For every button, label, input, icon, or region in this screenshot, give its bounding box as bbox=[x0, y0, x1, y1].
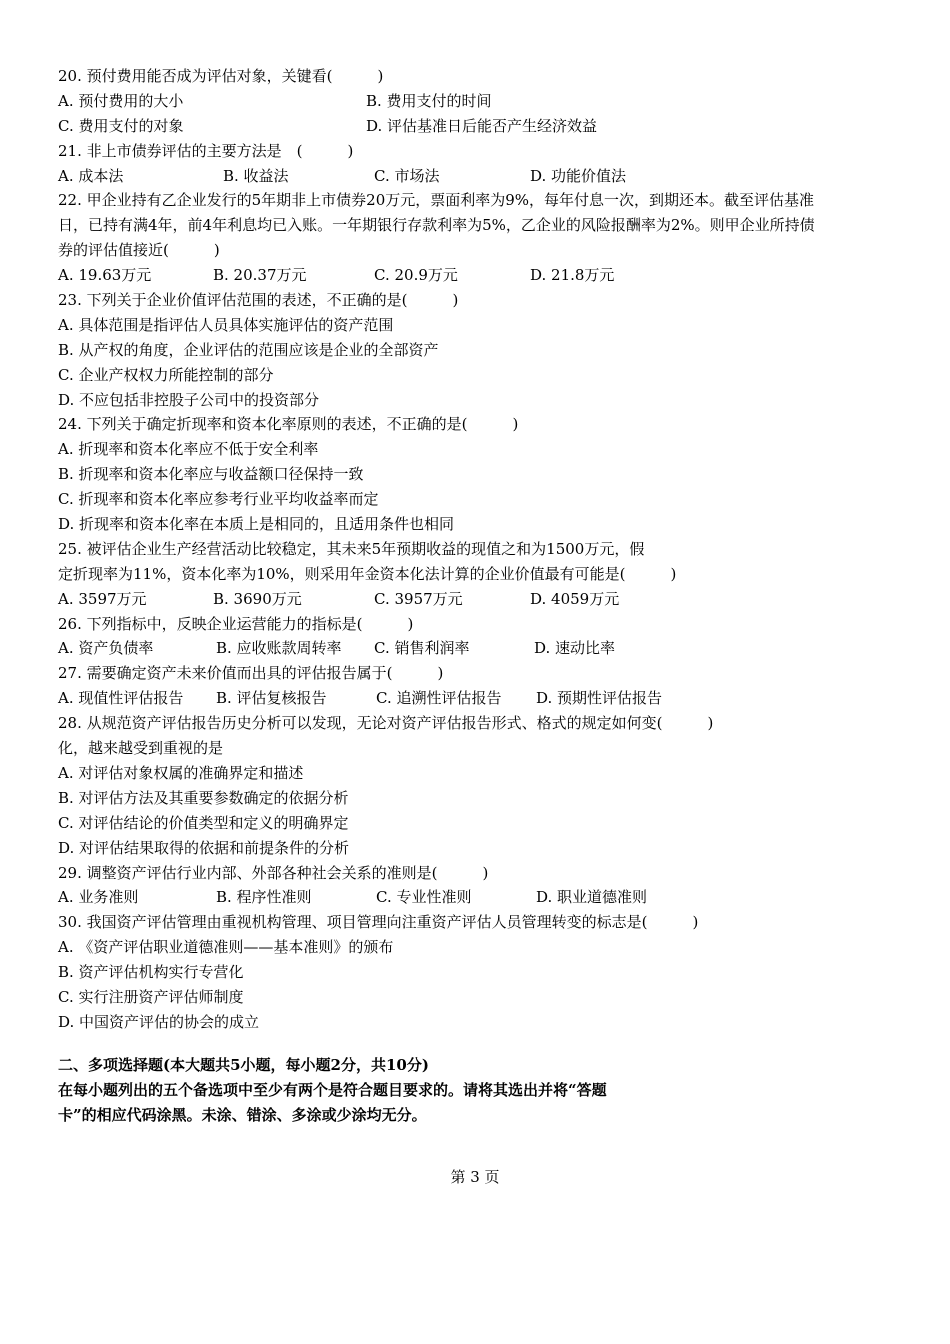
q20-option-b: B. 费用支付的时间 bbox=[366, 91, 492, 110]
q21-option-c: C. 市场法 bbox=[374, 166, 440, 185]
q24-stem: 24. 下列关于确定折现率和资本化率原则的表述，不正确的是( ) bbox=[58, 415, 519, 434]
section-spacer bbox=[58, 1035, 898, 1053]
q29-option-c: C. 专业性准则 bbox=[376, 888, 472, 907]
q22-option-d: D. 21.8万元 bbox=[530, 266, 615, 285]
q29-option-d: D. 职业道德准则 bbox=[536, 888, 648, 907]
q27-option-c: C. 追溯性评估报告 bbox=[376, 689, 502, 708]
q30-option-a: A. 《资产评估职业道德准则——基本准则》的颁布 bbox=[58, 938, 394, 957]
q23-option-a: A. 具体范围是指评估人员具体实施评估的资产范围 bbox=[58, 315, 394, 334]
q26-option-c: C. 销售利润率 bbox=[374, 639, 470, 658]
q29-option-a: A. 业务准则 bbox=[58, 888, 139, 907]
q20-stem: 20. 预付费用能否成为评估对象，关键看( ) bbox=[58, 67, 384, 85]
q28-option-c: C. 对评估结论的价值类型和定义的明确界定 bbox=[58, 813, 349, 832]
q26-stem: 26. 下列指标中，反映企业运营能力的指标是( ) bbox=[58, 614, 414, 633]
page-number: 第 3 页 bbox=[450, 1168, 500, 1186]
q25-stem-line2: 定折现率为11%，资本化率为10%，则采用年金资本化法计算的企业价值最有可能是( ) bbox=[58, 564, 677, 583]
q20-option-d: D. 评估基准日后能否产生经济效益 bbox=[366, 116, 598, 135]
q28-option-a: A. 对评估对象权属的准确界定和描述 bbox=[58, 763, 304, 782]
q23-option-c: C. 企业产权权力所能控制的部分 bbox=[58, 365, 274, 384]
exam-page-content bbox=[58, 64, 898, 1127]
q24-option-c: C. 折现率和资本化率应参考行业平均收益率而定 bbox=[58, 490, 379, 509]
q27-options bbox=[58, 686, 898, 711]
q29-options bbox=[58, 885, 898, 910]
q24-option-a: A. 折现率和资本化率应不低于安全利率 bbox=[58, 440, 319, 459]
q23-stem: 23. 下列关于企业价值评估范围的表述，不正确的是( ) bbox=[58, 291, 459, 310]
q30-stem: 30. 我国资产评估管理由重视机构管理、项目管理向注重资产评估人员管理转变的标志是( ) bbox=[58, 913, 699, 932]
q29-stem: 29. 调整资产评估行业内部、外部各种社会关系的准则是( ) bbox=[58, 863, 489, 882]
q27-option-d: D. 预期性评估报告 bbox=[536, 689, 663, 708]
section2-heading: 二、多项选择题(本大题共5小题，每小题2分，共10分) bbox=[58, 1055, 429, 1074]
q22-options bbox=[58, 263, 898, 288]
q23-option-d: D. 不应包括非控股子公司中的投资部分 bbox=[58, 390, 320, 409]
q20-option-a: A. 预付费用的大小 bbox=[58, 91, 184, 110]
q22-stem-line3: 券的评估值接近( ) bbox=[58, 241, 220, 260]
q30-option-c: C. 实行注册资产评估师制度 bbox=[58, 987, 244, 1006]
q25-option-b: B. 3690万元 bbox=[213, 589, 302, 608]
q21-options bbox=[58, 164, 898, 189]
q27-option-b: B. 评估复核报告 bbox=[216, 689, 327, 708]
q21-option-b: B. 收益法 bbox=[223, 166, 289, 185]
q25-option-d: D. 4059万元 bbox=[530, 589, 620, 608]
q20-options-row2 bbox=[58, 114, 898, 139]
q22-option-c: C. 20.9万元 bbox=[374, 266, 458, 285]
q22-stem-line2: 日，已持有满4年，前4年利息均已入账。一年期银行存款利率为5%，乙企业的风险报酬率为2%。则甲企业所持债 bbox=[58, 216, 815, 235]
q22-option-b: B. 20.37万元 bbox=[213, 266, 307, 285]
q21-option-d: D. 功能价值法 bbox=[530, 166, 627, 185]
q25-stem-line1: 25. 被评估企业生产经营活动比较稳定，其未来5年预期收益的现值之和为1500万元，假 bbox=[58, 539, 645, 558]
q30-option-d: D. 中国资产评估的协会的成立 bbox=[58, 1012, 260, 1031]
q21-option-a: A. 成本法 bbox=[58, 166, 124, 185]
q27-stem: 27. 需要确定资产未来价值而出具的评估报告属于( ) bbox=[58, 664, 444, 683]
q28-option-d: D. 对评估结果取得的依据和前提条件的分析 bbox=[58, 838, 350, 857]
q20-option-c: C. 费用支付的对象 bbox=[58, 116, 184, 135]
q28-stem-line1: 28. 从规范资产评估报告历史分析可以发现，无论对资产评估报告形式、格式的规定如何变( ) bbox=[58, 714, 714, 733]
q28-stem-line2: 化，越来越受到重视的是 bbox=[58, 739, 224, 758]
q24-option-b: B. 折现率和资本化率应与收益额口径保持一致 bbox=[58, 465, 364, 484]
q30-option-b: B. 资产评估机构实行专营化 bbox=[58, 963, 244, 982]
q23-option-b: B. 从产权的角度，企业评估的范围应该是企业的全部资产 bbox=[58, 340, 439, 359]
q22-option-a: A. 19.63万元 bbox=[58, 266, 152, 285]
q26-option-b: B. 应收账款周转率 bbox=[216, 639, 342, 658]
q29-option-b: B. 程序性准则 bbox=[216, 888, 312, 907]
section2-instruction-line1: 在每小题列出的五个备选项中至少有两个是符合题目要求的。请将其选出并将“答题 bbox=[58, 1080, 607, 1099]
q25-options bbox=[58, 587, 898, 612]
q21-stem: 21. 非上市债券评估的主要方法是 ( ) bbox=[58, 141, 354, 160]
q22-stem-line1: 22. 甲企业持有乙企业发行的5年期非上市债券20万元，票面利率为9%，每年付息一次，到期还本。截至评估基准 bbox=[58, 191, 815, 210]
section2-instruction-line2: 卡”的相应代码涂黑。未涂、错涂、多涂或少涂均无分。 bbox=[58, 1105, 427, 1124]
q24-option-d: D. 折现率和资本化率在本质上是相同的，且适用条件也相同 bbox=[58, 515, 455, 534]
q26-options bbox=[58, 636, 898, 661]
q25-option-c: C. 3957万元 bbox=[374, 589, 463, 608]
q27-option-a: A. 现值性评估报告 bbox=[58, 689, 184, 708]
q20-options-row1 bbox=[58, 89, 898, 114]
q28-option-b: B. 对评估方法及其重要参数确定的依据分析 bbox=[58, 788, 349, 807]
q26-option-d: D. 速动比率 bbox=[534, 639, 616, 658]
q25-option-a: A. 3597万元 bbox=[58, 589, 147, 608]
q26-option-a: A. 资产负债率 bbox=[58, 639, 154, 658]
